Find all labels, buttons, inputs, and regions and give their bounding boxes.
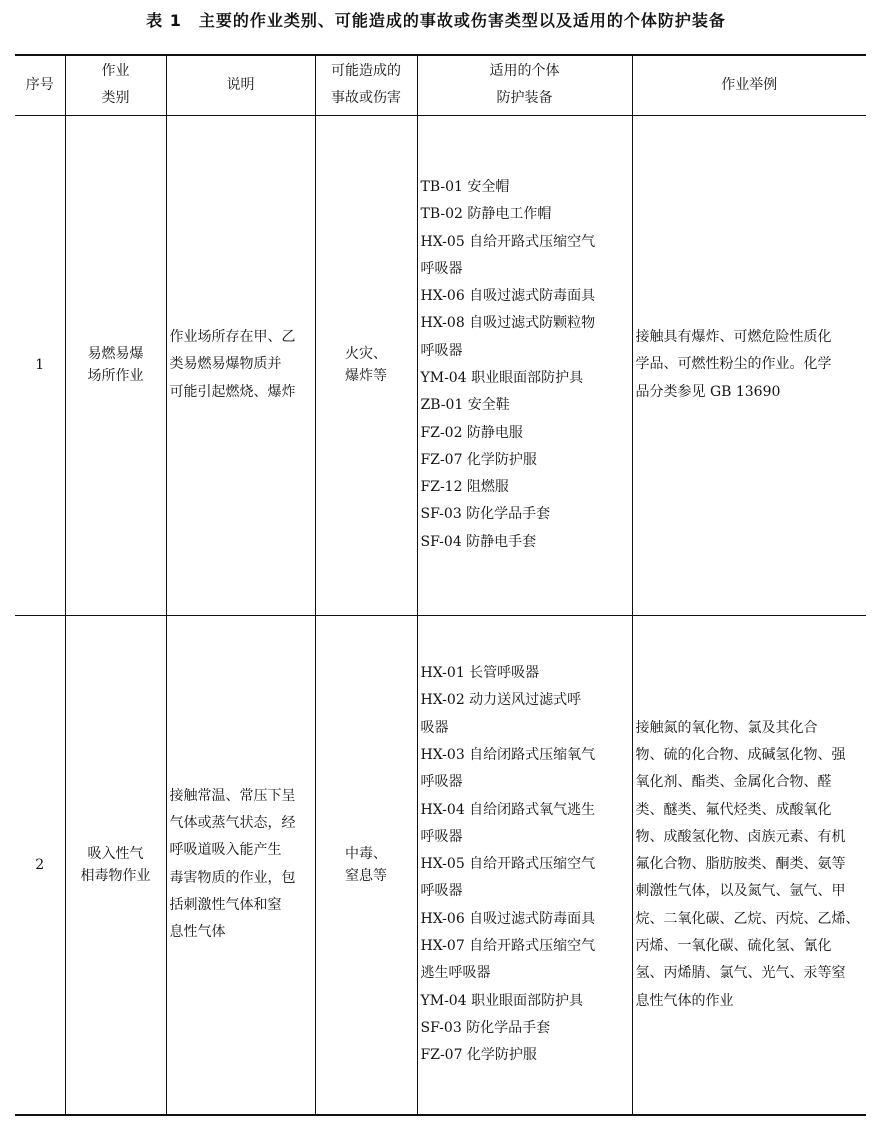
header-row — [15, 55, 866, 115]
desc-line: 毒害物质的作业，包 — [169, 869, 296, 886]
row-equipment — [417, 615, 632, 1115]
equipment-line: TB-02 防静电工作帽 — [420, 206, 552, 223]
example-line: 类、醚类、氟代烃类、成酸氧化 — [635, 801, 832, 818]
row-hazard-line: 火灾、 — [345, 346, 387, 362]
header-ppe-line: 防护装备 — [496, 90, 553, 107]
desc-line: 呼吸道吸入能产生 — [169, 842, 282, 859]
equipment-line: 呼吸器 — [420, 342, 463, 359]
desc-line: 类易燃易爆物质并 — [169, 356, 282, 373]
example-line: 物、成酸氢化物、卤族元素、有机 — [635, 828, 846, 845]
example-line: 氟化合物、脂肪胺类、酮类、氨等 — [635, 856, 846, 873]
row-hazard-line: 窒息等 — [345, 867, 387, 884]
header-hazard — [315, 55, 417, 115]
example-line: 氢、丙烯腈、氯气、光气、汞等窒 — [635, 965, 846, 982]
equipment-line: HX-04 自给闭路式氧气逃生 — [420, 801, 596, 818]
row-example — [632, 115, 866, 615]
desc-line: 括刺激性气体和窒 — [169, 897, 282, 914]
example-line: 烷、二氧化碳、乙烷、丙烷、乙烯、 — [635, 910, 860, 927]
row-example — [632, 615, 866, 1115]
header-category-line: 作业 — [101, 63, 130, 80]
desc-line: 接触常温、常压下呈 — [169, 787, 296, 804]
equipment-line: HX-06 自吸过滤式防毒面具 — [420, 288, 596, 305]
header-no: 序号 — [15, 55, 65, 115]
equipment-line: ZB-01 安全鞋 — [420, 397, 510, 414]
row-hazard — [315, 615, 417, 1115]
equipment-line: 呼吸器 — [420, 260, 463, 277]
row-hazard — [315, 115, 417, 615]
header-category — [65, 55, 166, 115]
equipment-line: FZ-07 化学防护服 — [420, 1047, 537, 1064]
equipment-line: 呼吸器 — [420, 828, 463, 845]
row-no: 1 — [15, 115, 65, 615]
equipment-line: 呼吸器 — [420, 883, 463, 900]
header-category-line: 类别 — [101, 90, 130, 107]
table-row — [15, 615, 866, 1115]
example-line: 品分类参见 GB 13690 — [635, 383, 781, 400]
equipment-line: SF-03 防化学品手套 — [420, 506, 551, 523]
equipment-line: YM-04 职业眼面部防护具 — [420, 370, 584, 386]
equipment-line: HX-02 动力送风过滤式呼 — [420, 692, 582, 709]
example-line: 丙烯、一氧化碳、硫化氢、氰化 — [635, 937, 832, 954]
row-desc — [166, 615, 315, 1115]
table-row — [15, 115, 866, 615]
example-line: 接触具有爆炸、可燃危险性质化 — [635, 329, 832, 346]
equipment-line: FZ-07 化学防护服 — [420, 451, 537, 468]
example-line: 息性气体的作业 — [635, 992, 734, 1009]
equipment-line: 吸器 — [420, 719, 449, 736]
row-no: 2 — [15, 615, 65, 1115]
equipment-line: 逃生呼吸器 — [420, 965, 491, 982]
desc-line: 可能引起燃烧、爆炸 — [169, 383, 296, 400]
desc-line: 气体或蒸气状态，经 — [169, 815, 296, 832]
equipment-line: HX-05 自给开路式压缩空气 — [420, 233, 596, 250]
row-category — [65, 115, 166, 615]
equipment-line: HX-03 自给闭路式压缩氧气 — [420, 746, 596, 763]
header-hazard-line: 事故或伤害 — [331, 90, 401, 107]
header-hazard-line: 可能造成的 — [331, 63, 401, 80]
row-hazard-line: 中毒、 — [345, 845, 387, 862]
header-ppe — [417, 55, 632, 115]
equipment-line: HX-08 自吸过滤式防颗粒物 — [420, 315, 596, 332]
example-line: 物、硫的化合物、成碱氢化物、强 — [635, 746, 846, 763]
equipment-line: FZ-12 阻燃服 — [420, 479, 509, 496]
ppe-table — [15, 54, 866, 1116]
header-desc: 说明 — [166, 55, 315, 115]
row-equipment — [417, 115, 632, 615]
equipment-line: TB-01 安全帽 — [420, 178, 510, 195]
equipment-line: HX-05 自给开路式压缩空气 — [420, 856, 596, 873]
example-line: 学品、可燃性粉尘的作业。化学 — [635, 356, 832, 373]
row-category-line: 吸入性气 — [87, 845, 144, 862]
row-category-line: 场所作业 — [87, 368, 144, 384]
equipment-line: FZ-02 防静电服 — [420, 424, 523, 441]
example-line: 接触氮的氧化物、氯及其化合 — [635, 719, 818, 736]
table-title: 表 1 主要的作业类别、可能造成的事故或伤害类型以及适用的个体防护装备 — [146, 11, 726, 30]
row-hazard-line: 爆炸等 — [345, 368, 387, 384]
header-example: 作业举例 — [632, 55, 866, 115]
equipment-line: SF-04 防静电手套 — [420, 533, 537, 550]
example-line: 刺激性气体，以及氮气、氩气、甲 — [635, 883, 846, 900]
equipment-line: YM-04 职业眼面部防护具 — [420, 992, 584, 1009]
equipment-line: HX-06 自吸过滤式防毒面具 — [420, 910, 596, 927]
equipment-line: HX-07 自给开路式压缩空气 — [420, 937, 596, 954]
row-category-line: 易燃易爆 — [87, 346, 144, 362]
equipment-line: SF-03 防化学品手套 — [420, 1019, 551, 1036]
desc-line: 息性气体 — [169, 924, 226, 941]
equipment-line: HX-01 长管呼吸器 — [420, 665, 540, 682]
header-ppe-line: 适用的个体 — [489, 63, 560, 80]
example-line: 氧化剂、酯类、金属化合物、醛 — [635, 774, 832, 791]
desc-line: 作业场所存在甲、乙 — [169, 329, 296, 346]
equipment-line: 呼吸器 — [420, 774, 463, 791]
row-category-line: 相毒物作业 — [80, 867, 151, 884]
row-category — [65, 615, 166, 1115]
row-desc — [166, 115, 315, 615]
